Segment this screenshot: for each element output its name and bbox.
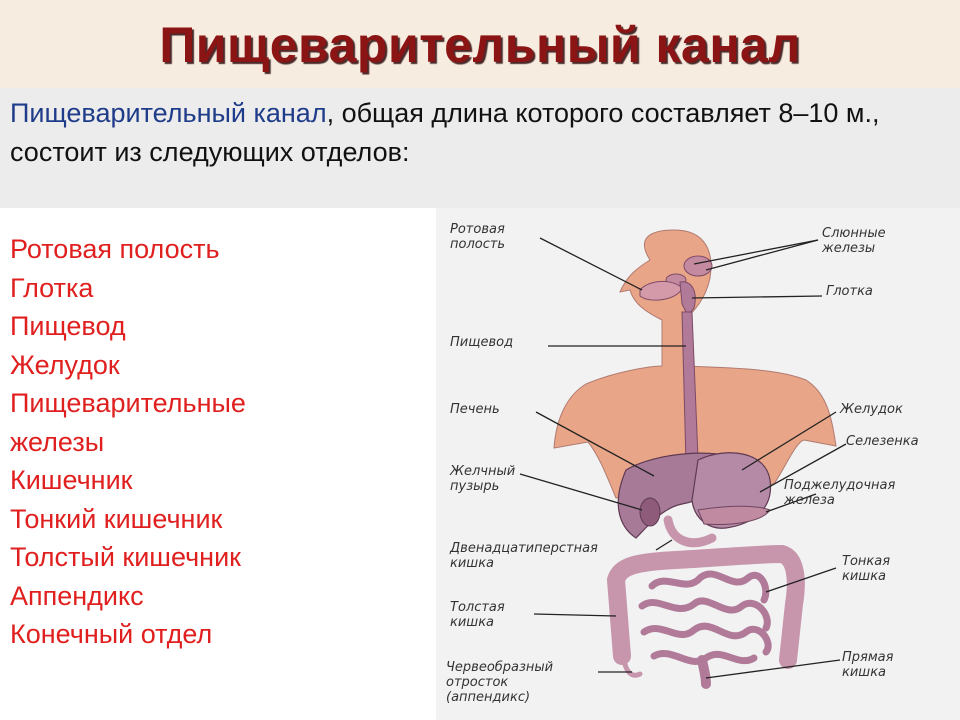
rectum — [702, 660, 706, 684]
intro-term: Пищеварительный канал — [10, 98, 327, 128]
label-oral-cavity — [450, 222, 505, 252]
list-item: Глотка — [10, 272, 94, 303]
label-small-intestine — [842, 554, 890, 584]
label-rectum — [842, 650, 893, 680]
label-stomach: Желудок — [840, 402, 903, 417]
list-item: Желудок — [10, 349, 120, 380]
label-line: Слюнные — [822, 226, 886, 241]
label-line: кишка — [842, 665, 887, 680]
label-liver: Печень — [450, 402, 500, 417]
label-large-intestine — [450, 600, 505, 630]
digestive-system-diagram — [436, 208, 960, 720]
label-line: кишка — [450, 615, 495, 630]
label-line: кишка — [450, 556, 495, 571]
label-spleen: Селезенка — [846, 434, 919, 449]
label-line: отросток — [446, 675, 509, 690]
label-line: Тонкая — [842, 554, 891, 569]
small-intestine — [642, 574, 768, 661]
label-line: Желчный — [450, 464, 516, 479]
label-line: Двенадцатиперстная — [450, 541, 598, 556]
gallbladder — [640, 498, 660, 526]
label-line: кишка — [842, 569, 887, 584]
list-item: Кишечник — [10, 465, 133, 495]
list-item: Конечный отдел — [10, 619, 213, 649]
list-item: Толстый кишечник — [10, 542, 241, 572]
label-line: Ротовая — [450, 222, 505, 237]
appendix — [624, 660, 640, 675]
label-line: Червеобразный — [446, 660, 554, 675]
label-pancreas — [784, 478, 895, 508]
label-duodenum — [450, 541, 598, 571]
sections-list — [10, 230, 246, 654]
label-gallbladder — [450, 464, 515, 494]
label-line: железа — [784, 493, 835, 508]
label-line: пузырь — [450, 479, 500, 494]
label-line: железы — [822, 241, 876, 256]
label-appendix — [446, 660, 553, 705]
intro-rest: , общая длина которого составляет 8–10 м., состоит из следующих отделов: — [10, 98, 880, 167]
label-salivary-glands — [822, 226, 886, 256]
label-line: полость — [450, 237, 506, 252]
label-line: Толстая — [450, 600, 505, 615]
label-esophagus: Пищевод — [450, 335, 514, 350]
salivary-gland — [684, 256, 712, 276]
list-item: Тонкий кишечник — [10, 503, 223, 534]
list-item: Аппендикс — [10, 580, 144, 611]
label-line: (аппендикс) — [446, 690, 531, 705]
list-item: Пищевод — [10, 311, 126, 341]
pancreas — [698, 506, 770, 524]
page-title: Пищеварительный канал — [159, 17, 801, 73]
label-pharynx: Глотка — [826, 284, 873, 299]
intro-text — [10, 94, 940, 172]
list-item: железы — [10, 426, 105, 457]
list-item: Пищеварительные — [10, 388, 246, 418]
label-line: Прямая — [842, 650, 894, 665]
list-item: Ротовая полость — [10, 234, 220, 264]
label-line: Поджелудочная — [784, 478, 896, 493]
